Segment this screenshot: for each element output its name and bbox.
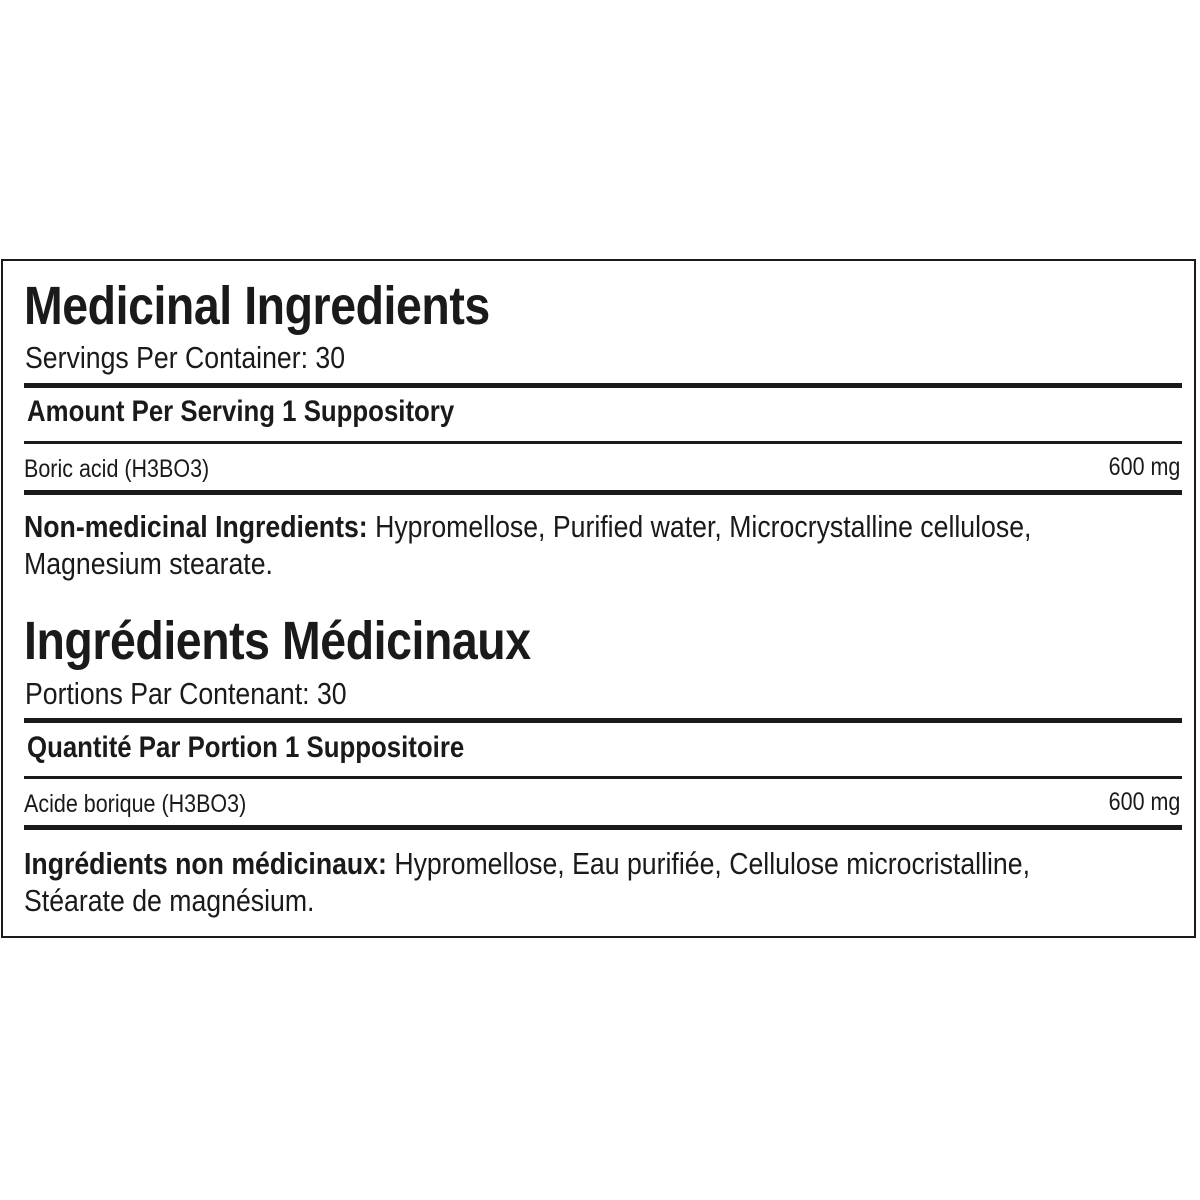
english-title-text: Medicinal Ingredients [24, 276, 490, 336]
english-thick-rule [24, 383, 1182, 388]
english-row-rule [24, 490, 1182, 495]
english-title [24, 276, 566, 336]
english-ingredient-amount-text: 600 mg [1108, 453, 1180, 481]
french-ingredient-amount [1097, 787, 1180, 817]
english-servings [25, 341, 397, 375]
french-title-text: Ingrédients Médicinaux [24, 611, 531, 671]
english-non-medicinal-paragraph [24, 508, 1195, 582]
french-ingredient-amount-text: 600 mg [1108, 788, 1180, 816]
french-row-rule [24, 825, 1182, 830]
french-thick-rule [24, 718, 1182, 723]
french-non-medicinal-label: Ingrédients non médicinaux: [24, 846, 387, 881]
french-amount-per-serving [27, 731, 535, 765]
english-header-rule [24, 441, 1182, 444]
english-ingredient-amount [1097, 452, 1180, 482]
english-non-medicinal-list: Hypromellose, Purified water, Microcrystalline cellulose, [367, 509, 1032, 544]
french-title [24, 611, 613, 671]
english-ingredient-name-text: Boric acid (H3BO3) [24, 455, 210, 483]
english-non-medicinal-label: Non-medicinal Ingredients: [24, 509, 368, 544]
english-servings-text: Servings Per Container: 30 [25, 340, 346, 375]
french-amount-per-serving-text: Quantité Par Portion 1 Suppositoire [27, 731, 465, 764]
french-ingredient-name-text: Acide borique (H3BO3) [24, 790, 247, 818]
english-amount-per-serving-text: Amount Per Serving 1 Suppository [27, 395, 455, 428]
french-non-medicinal-line-2: Stéarate de magnésium. [24, 883, 315, 918]
french-ingredient-name [24, 789, 282, 819]
english-amount-per-serving [27, 395, 524, 429]
french-non-medicinal-list: Hypromellose, Eau purifiée, Cellulose microcristalline, [386, 846, 1030, 881]
french-non-medicinal-line-1 [24, 845, 1030, 882]
french-servings [25, 677, 399, 711]
english-non-medicinal-line-1 [24, 508, 1031, 545]
french-servings-text: Portions Par Contenant: 30 [25, 676, 347, 711]
english-ingredient-name [24, 454, 239, 484]
french-header-rule [24, 776, 1182, 779]
english-non-medicinal-line-2: Magnesium stearate. [24, 546, 273, 581]
french-non-medicinal-paragraph [24, 845, 1194, 919]
